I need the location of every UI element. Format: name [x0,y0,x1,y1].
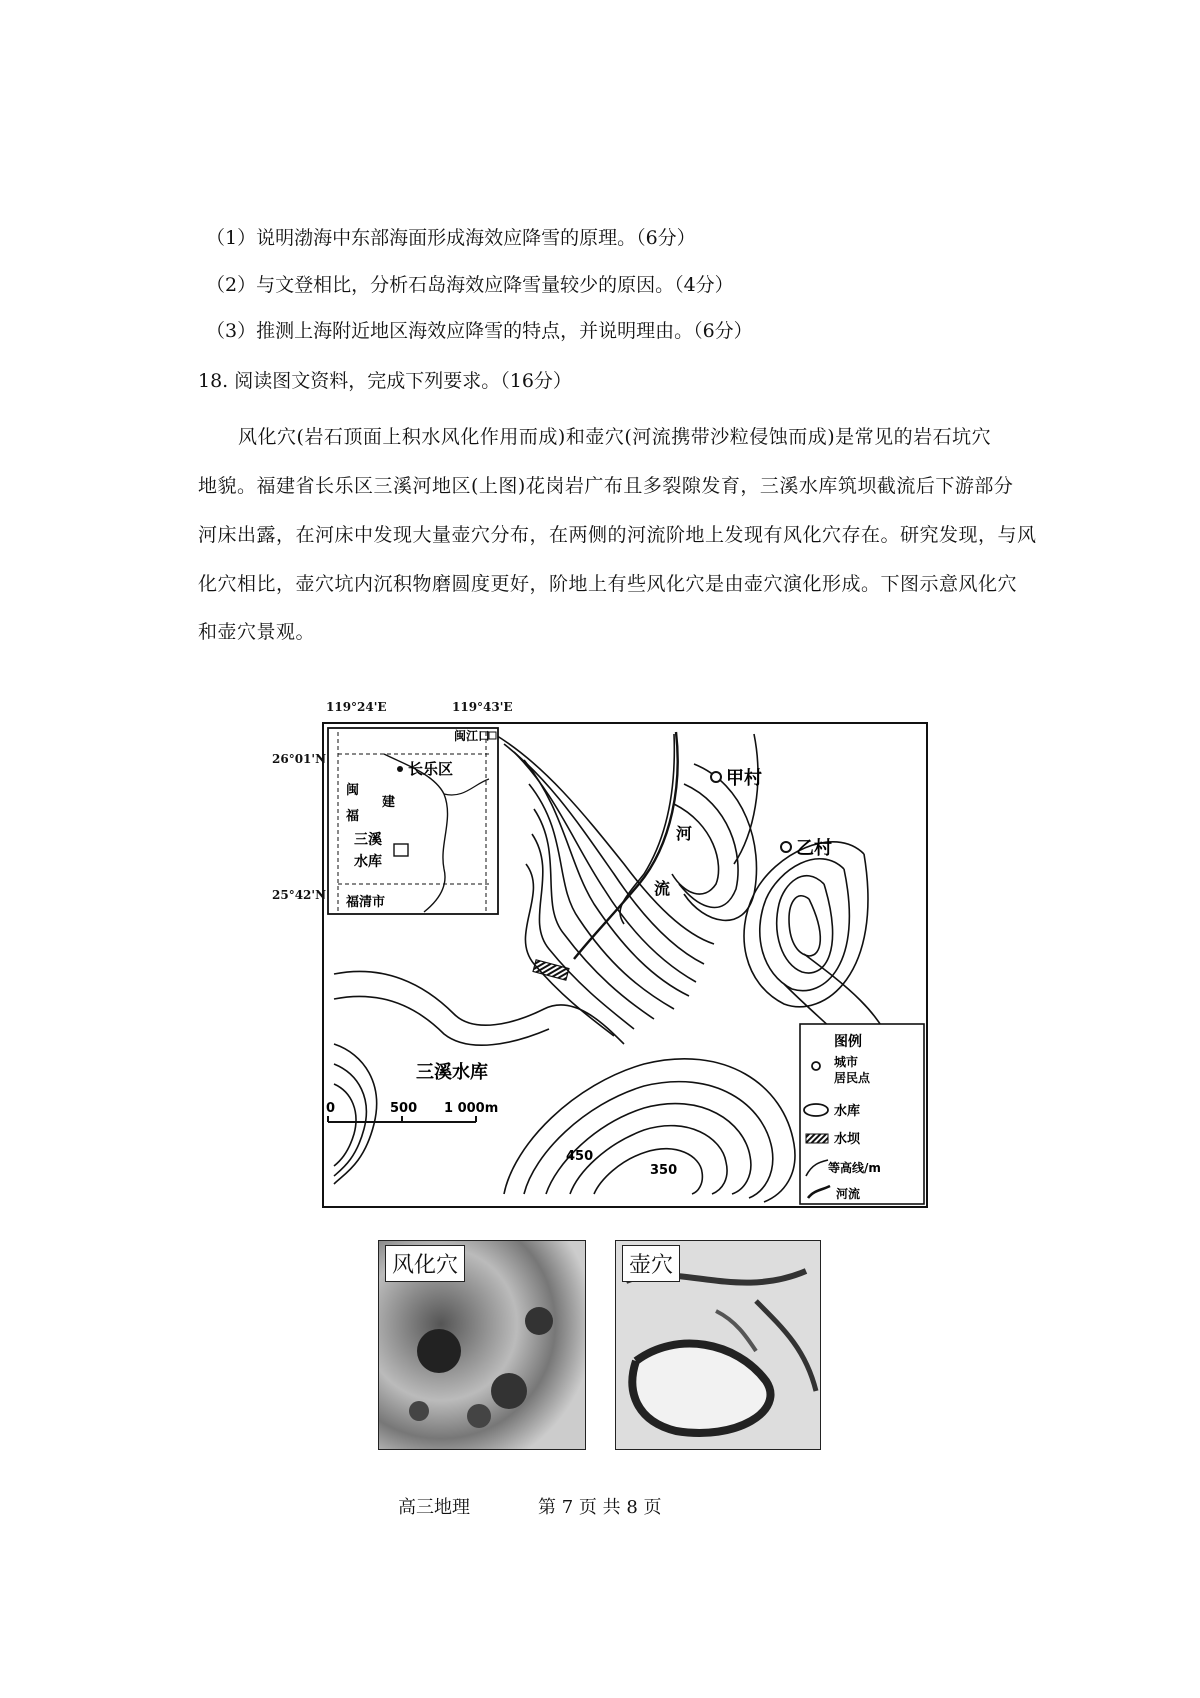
inset-label-changle: 长乐区 [408,760,454,778]
svg-text:河流: 河流 [836,1187,861,1201]
svg-text:0: 0 [326,1101,336,1116]
lon-label-2: 119°43'E [452,700,513,714]
inset-label-fu: 福 [346,809,360,824]
lat-label-2: 25°42'N [272,888,327,902]
paragraph-line-4: 化穴相比，壶穴坑内沉积物磨圆度更好，阶地上有些风化穴是由壶穴演化形成。下图示意风化穴 [198,573,1018,595]
river-line [574,732,678,959]
svg-text:1 000m: 1 000m [444,1101,499,1116]
paragraph-line-3: 河床出露，在河床中发现大量壶穴分布，在两侧的河流阶地上发现有风化穴存在。研究发现，与风 [198,524,1037,546]
svg-text:等高线/m: 等高线/m [828,1161,881,1175]
village-a-marker [711,772,721,782]
dam-symbol [533,960,569,980]
svg-text:水坝: 水坝 [834,1132,861,1147]
topographic-map [322,722,928,1208]
inset-label-sanxi: 三溪 [354,832,382,848]
question-3: （3）推测上海附近地区海效应降雪的特点，并说明理由。（6分） [206,320,753,342]
inset-label-minjiang: 闽江口 [454,729,491,743]
river-label-liu: 流 [654,879,671,898]
inset-label-jian: 建 [382,795,396,810]
footer-subject: 高三地理 [398,1497,470,1518]
inset-label-fuqing: 福清市 [346,895,386,910]
svg-text:城市: 城市 [834,1055,859,1069]
inset-label-min: 闽 [346,783,360,798]
question-1: （1）说明渤海中东部海面形成海效应降雪的原理。（6分） [206,227,696,249]
footer-page-number: 第 7 页 共 8 页 [538,1497,662,1518]
reservoir-label: 三溪水库 [416,1062,488,1083]
map-canvas [324,724,926,1206]
paragraph-line-2: 地貌。福建省长乐区三溪河地区(上图)花岗岩广布且多裂隙发育，三溪水库筑坝截流后下游部分 [198,475,1014,497]
svg-text:水库: 水库 [834,1104,861,1119]
paragraph-line-1: 风化穴(岩石顶面上积水风化作用而成)和壶穴(河流携带沙粒侵蚀而成)是常见的岩石坑穴 [238,426,992,448]
weathering-pit-label: 风化穴 [385,1245,465,1282]
lon-label-1: 119°24'E [326,700,387,714]
village-b-marker [781,842,791,852]
village-a-label: 甲村 [726,768,762,789]
contour-label-350: 350 [650,1163,678,1178]
svg-text:图例: 图例 [834,1034,862,1050]
pothole-photo [615,1240,821,1450]
inset-label-shuiku: 水库 [354,854,382,870]
svg-text:500: 500 [390,1101,418,1116]
lat-label-1: 26°01'N [272,752,327,766]
pothole-label: 壶穴 [622,1245,680,1282]
scale-bar [326,1101,498,1122]
village-b-label: 乙村 [796,838,832,859]
svg-text:居民点: 居民点 [834,1071,871,1085]
map-legend [800,1024,924,1204]
contour-label-450: 450 [566,1149,594,1164]
weathering-pit-photo [378,1240,586,1450]
river-label-he: 河 [676,824,693,843]
paragraph-line-5: 和壶穴景观。 [198,621,316,643]
question-2: （2）与文登相比，分析石岛海效应降雪量较少的原因。（4分） [206,274,734,296]
question-18-heading: 18. 阅读图文资料，完成下列要求。（16分） [198,370,572,392]
inset-map [328,728,498,914]
